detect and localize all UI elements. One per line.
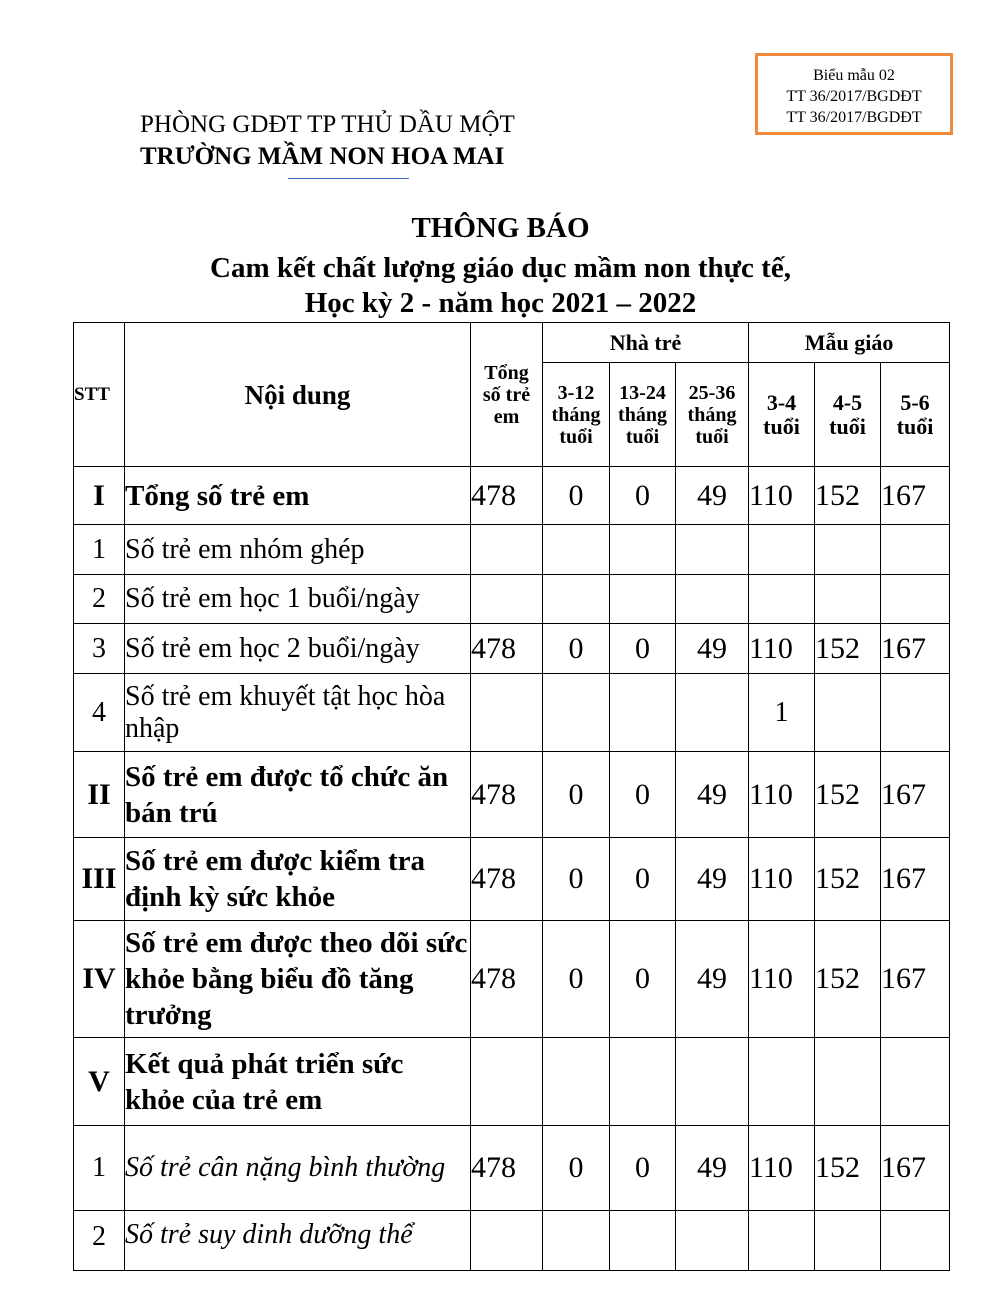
statistics-table xyxy=(73,322,950,1271)
row-value: 152 xyxy=(815,1126,881,1211)
row-value: 110 xyxy=(749,624,815,674)
row-value xyxy=(881,575,950,624)
row-value xyxy=(676,525,749,575)
table-row xyxy=(74,467,950,525)
row-value: 152 xyxy=(815,838,881,921)
notice-title: THÔNG BÁO xyxy=(411,212,590,244)
row-value: 152 xyxy=(815,921,881,1038)
header-age-group: 13-24 tháng tuổi xyxy=(610,363,676,467)
row-value xyxy=(610,525,676,575)
table-row xyxy=(74,921,950,1038)
table-row xyxy=(74,575,950,624)
row-value xyxy=(676,575,749,624)
row-value: 167 xyxy=(881,921,950,1038)
row-total: 478 xyxy=(471,921,543,1038)
row-total: 478 xyxy=(471,752,543,838)
row-content: Số trẻ em học 2 buổi/ngày xyxy=(125,624,471,674)
row-value: 167 xyxy=(881,624,950,674)
row-stt: IV xyxy=(74,921,125,1038)
table-body xyxy=(74,467,950,1271)
row-value xyxy=(815,674,881,752)
row-total xyxy=(471,1211,543,1271)
notice-subtitle: Cam kết chất lượng giáo dục mầm non thực tế, xyxy=(210,252,791,284)
row-value: 0 xyxy=(610,624,676,674)
header-kindergarten: Mẫu giáo xyxy=(749,323,950,363)
row-value: 0 xyxy=(543,752,610,838)
row-value: 0 xyxy=(543,921,610,1038)
row-value: 1 xyxy=(749,674,815,752)
row-value: 0 xyxy=(610,838,676,921)
header-stt: STT xyxy=(74,323,125,467)
row-value xyxy=(881,674,950,752)
row-value xyxy=(543,1211,610,1271)
row-value: 167 xyxy=(881,752,950,838)
row-value: 152 xyxy=(815,624,881,674)
row-value xyxy=(881,1038,950,1126)
row-value: 110 xyxy=(749,752,815,838)
table-row xyxy=(74,1038,950,1126)
notice-period: Học kỳ 2 - năm học 2021 – 2022 xyxy=(304,287,697,319)
form-code-line: TT 36/2017/BGDĐT xyxy=(786,109,922,126)
header-total: Tổng số trẻ em xyxy=(471,323,543,467)
row-stt: 1 xyxy=(74,1126,125,1211)
row-value: 49 xyxy=(676,1126,749,1211)
row-value: 0 xyxy=(610,467,676,525)
row-value: 110 xyxy=(749,1126,815,1211)
row-content: Số trẻ em được kiểm tra định kỳ sức khỏe xyxy=(125,838,471,921)
header-age-group: 4-5 tuổi xyxy=(815,363,881,467)
row-value: 110 xyxy=(749,467,815,525)
row-value: 152 xyxy=(815,467,881,525)
row-stt: 3 xyxy=(74,624,125,674)
row-value: 49 xyxy=(676,838,749,921)
header-content: Nội dung xyxy=(125,323,471,467)
row-value xyxy=(815,1211,881,1271)
table-row xyxy=(74,525,950,575)
row-value: 167 xyxy=(881,467,950,525)
row-value: 0 xyxy=(610,1126,676,1211)
row-value xyxy=(676,1211,749,1271)
table-row xyxy=(74,1211,950,1271)
row-value xyxy=(610,575,676,624)
row-stt: 2 xyxy=(74,575,125,624)
row-content: Số trẻ cân nặng bình thường xyxy=(125,1126,471,1211)
row-content: Số trẻ em khuyết tật học hòa nhập xyxy=(125,674,471,752)
row-value xyxy=(749,575,815,624)
row-total xyxy=(471,1038,543,1126)
row-value xyxy=(815,575,881,624)
row-value xyxy=(676,674,749,752)
row-content: Số trẻ em học 1 buổi/ngày xyxy=(125,575,471,624)
row-value: 0 xyxy=(543,1126,610,1211)
row-value: 0 xyxy=(610,921,676,1038)
row-value: 0 xyxy=(543,624,610,674)
row-value: 0 xyxy=(610,752,676,838)
row-stt: I xyxy=(74,467,125,525)
header-age-group: 3-12 tháng tuổi xyxy=(543,363,610,467)
header-nursery: Nhà trẻ xyxy=(543,323,749,363)
row-value: 110 xyxy=(749,921,815,1038)
row-value xyxy=(881,1211,950,1271)
row-total xyxy=(471,575,543,624)
row-total: 478 xyxy=(471,624,543,674)
row-value: 0 xyxy=(543,838,610,921)
department-name: PHÒNG GDĐT TP THỦ DẦU MỘT xyxy=(140,111,515,138)
row-content: Số trẻ em được tổ chức ăn bán trú xyxy=(125,752,471,838)
row-total: 478 xyxy=(471,838,543,921)
row-value xyxy=(610,1211,676,1271)
form-code-box xyxy=(755,53,953,135)
table-row xyxy=(74,674,950,752)
row-value: 110 xyxy=(749,838,815,921)
row-stt: III xyxy=(74,838,125,921)
row-value xyxy=(749,1211,815,1271)
header-age-group: 5-6 tuổi xyxy=(881,363,950,467)
table-row xyxy=(74,752,950,838)
row-value: 49 xyxy=(676,624,749,674)
row-value: 152 xyxy=(815,752,881,838)
row-value: 0 xyxy=(543,467,610,525)
table-row xyxy=(74,1126,950,1211)
row-content: Số trẻ suy dinh dưỡng thể xyxy=(125,1211,471,1271)
row-content: Số trẻ em được theo dõi sức khỏe bằng biểu đồ tăng trưởng xyxy=(125,921,471,1038)
row-value xyxy=(881,525,950,575)
row-stt: 4 xyxy=(74,674,125,752)
school-name: TRƯỜNG MẦM NON HOA MAI xyxy=(140,143,505,170)
form-code-line: Biểu mẫu 02 xyxy=(813,67,895,84)
row-value xyxy=(543,674,610,752)
row-value xyxy=(610,674,676,752)
row-total xyxy=(471,525,543,575)
row-total: 478 xyxy=(471,467,543,525)
school-underline xyxy=(288,178,409,179)
row-value xyxy=(543,575,610,624)
table-row xyxy=(74,624,950,674)
row-stt: 2 xyxy=(74,1211,125,1271)
row-content: Số trẻ em nhóm ghép xyxy=(125,525,471,575)
row-total xyxy=(471,674,543,752)
row-value: 49 xyxy=(676,752,749,838)
row-value: 49 xyxy=(676,921,749,1038)
row-value xyxy=(749,525,815,575)
row-value xyxy=(543,1038,610,1126)
header-age-group: 25-36 tháng tuổi xyxy=(676,363,749,467)
table-row xyxy=(74,838,950,921)
row-content: Kết quả phát triển sức khỏe của trẻ em xyxy=(125,1038,471,1126)
row-value: 49 xyxy=(676,467,749,525)
row-total: 478 xyxy=(471,1126,543,1211)
row-stt: 1 xyxy=(74,525,125,575)
row-stt: V xyxy=(74,1038,125,1126)
row-value xyxy=(610,1038,676,1126)
row-value xyxy=(749,1038,815,1126)
header-age-group: 3-4 tuổi xyxy=(749,363,815,467)
row-value: 167 xyxy=(881,838,950,921)
row-content: Tổng số trẻ em xyxy=(125,467,471,525)
row-value xyxy=(543,525,610,575)
form-code-line: TT 36/2017/BGDĐT xyxy=(786,88,922,105)
row-value xyxy=(815,525,881,575)
row-value xyxy=(676,1038,749,1126)
row-value: 167 xyxy=(881,1126,950,1211)
row-stt: II xyxy=(74,752,125,838)
row-value xyxy=(815,1038,881,1126)
